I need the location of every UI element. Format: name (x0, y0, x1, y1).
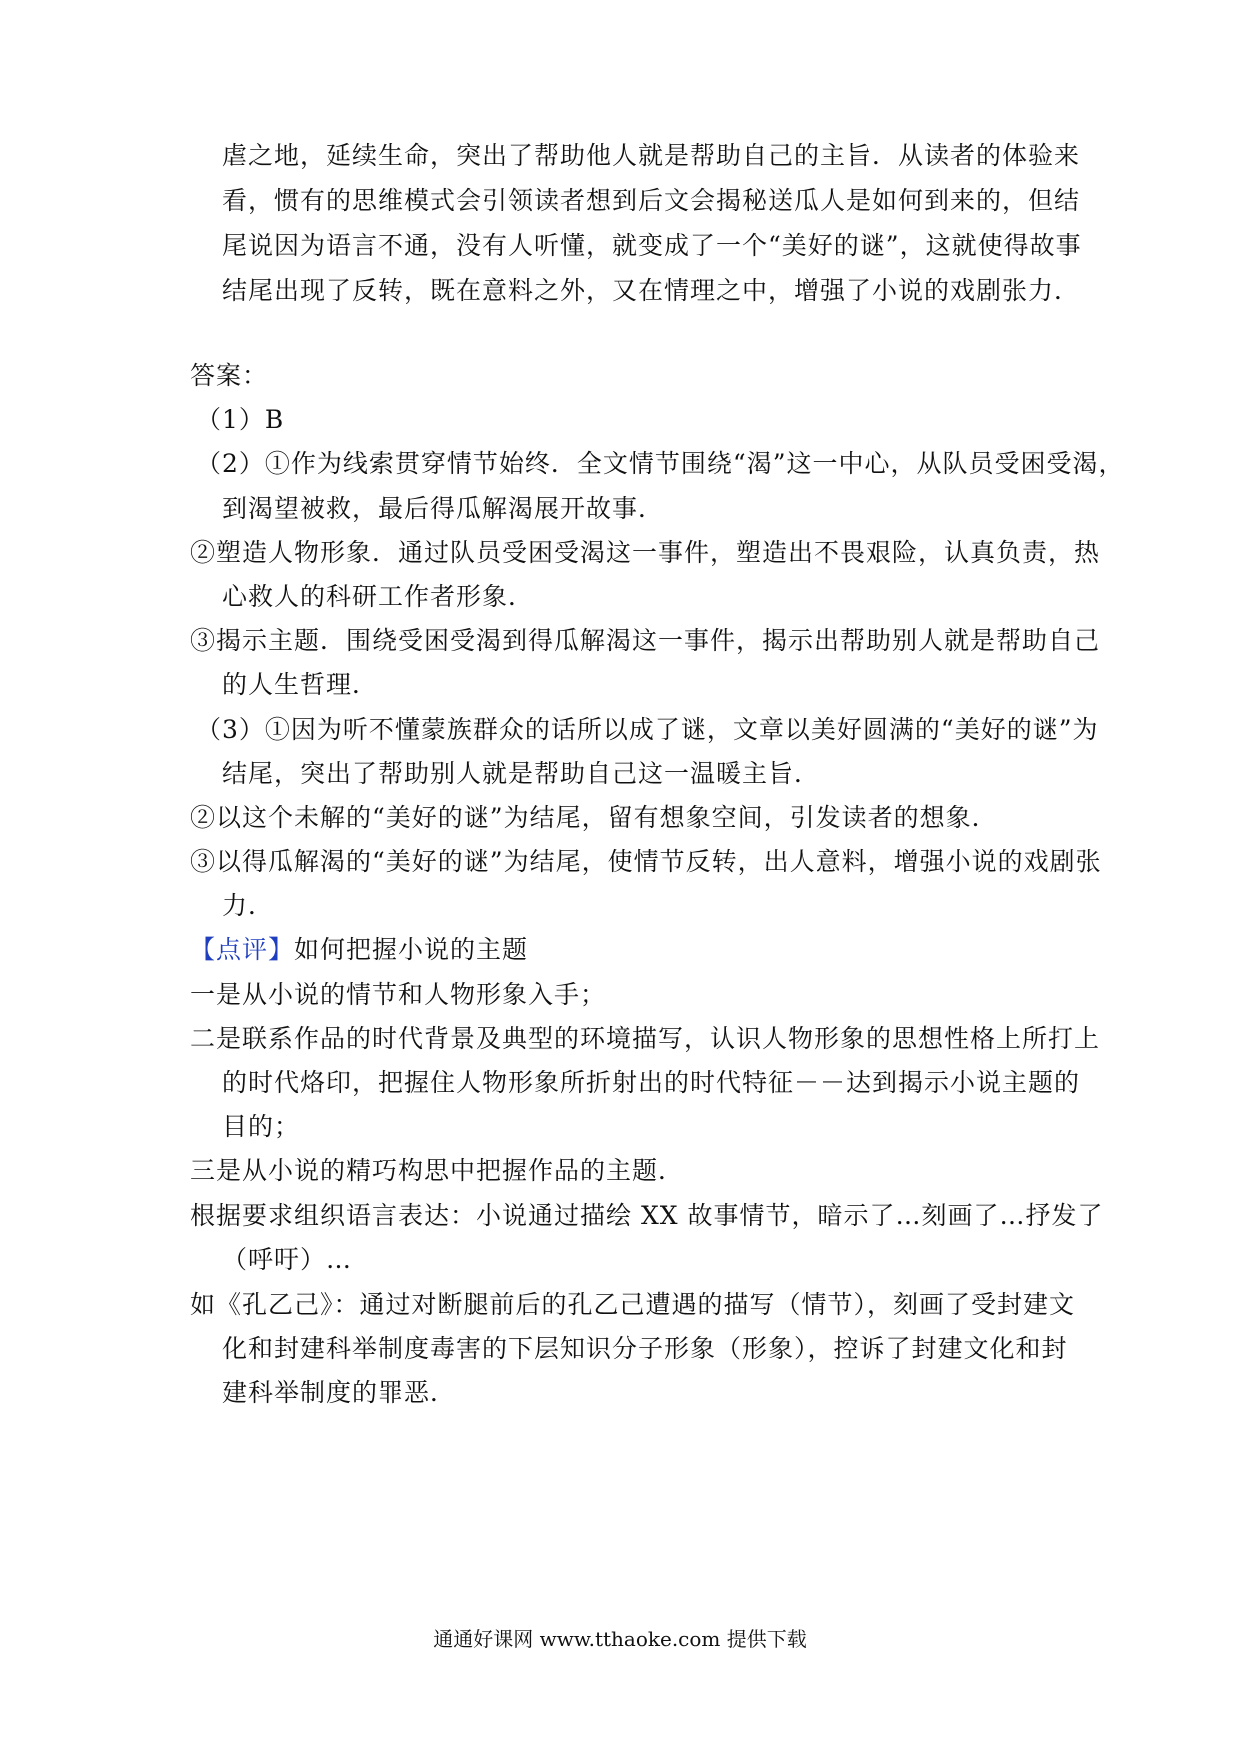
answer-q3-point3-line-2: 力． (222, 891, 275, 920)
answer-q3-line-1: （3）①因为听不懂蒙族群众的话所以成了谜，文章以美好圆满的“美好的谜”为 (196, 715, 1099, 744)
comment-tag: 【点评】 (190, 935, 295, 964)
page-footer: 通通好课网 www.tthaoke.com 提供下载 (433, 1627, 807, 1651)
comment-example-line-1: 如《孔乙己》：通过对断腿前后的孔乙己遭遇的描写（情节），刻画了受封建文 (190, 1290, 1076, 1319)
answer-q2-line-1: （2）①作为线索贯穿情节始终．全文情节围绕“渴”这一中心，从队员受困受渴， (196, 449, 1125, 478)
answer-heading: 答案： (190, 361, 269, 390)
comment-item-2-line-2: 的时代烙印，把握住人物形象所折射出的时代特征－－达到揭示小说主题的 (222, 1068, 1081, 1097)
comment-item-2-line-3: 目的； (222, 1112, 301, 1141)
answer-q2-point2-line-2: 心救人的科研工作者形象． (222, 582, 535, 611)
intro-line-2: 看，惯有的思维模式会引领读者想到后文会揭秘送瓜人是如何到来的，但结 (222, 186, 1081, 215)
comment-item-3: 三是从小说的精巧构思中把握作品的主题． (190, 1156, 685, 1185)
intro-line-4: 结尾出现了反转，既在意料之外，又在情理之中，增强了小说的戏剧张力． (222, 276, 1081, 305)
comment-example-line-2: 化和封建科举制度毒害的下层知识分子形象（形象），控诉了封建文化和封 (222, 1334, 1068, 1363)
intro-line-3: 尾说因为语言不通，没有人听懂，就变成了一个“美好的谜”，这就使得故事 (222, 231, 1082, 260)
answer-q2-point3-line-1: ③揭示主题．围绕受困受渴到得瓜解渴这一事件，揭示出帮助别人就是帮助自己 (190, 626, 1101, 655)
answer-q3-point2: ②以这个未解的“美好的谜”为结尾，留有想象空间，引发读者的想象． (190, 803, 998, 832)
answer-q2-line-2: 到渴望被救，最后得瓜解渴展开故事． (222, 494, 665, 523)
comment-example-line-3: 建科举制度的罪恶． (222, 1378, 457, 1407)
comment-title: 如何把握小说的主题 (294, 935, 529, 964)
comment-heading (190, 933, 528, 967)
comment-item-1: 一是从小说的情节和人物形象入手； (190, 980, 607, 1009)
comment-expression-line-2: （呼吁）… (222, 1245, 353, 1274)
answer-q2-point2-line-1: ②塑造人物形象．通过队员受困受渴这一事件，塑造出不畏艰险，认真负责，热 (190, 538, 1101, 567)
answer-q3-line-2: 结尾，突出了帮助别人就是帮助自己这一温暖主旨． (222, 759, 821, 788)
comment-expression-line-1: 根据要求组织语言表达：小说通过描绘 XX 故事情节，暗示了…刻画了…抒发了 (190, 1201, 1104, 1230)
intro-line-1: 虐之地，延续生命，突出了帮助他人就是帮助自己的主旨．从读者的体验来 (222, 141, 1081, 170)
comment-item-2-line-1: 二是联系作品的时代背景及典型的环境描写，认识人物形象的思想性格上所打上 (190, 1024, 1101, 1053)
answer-q2-point3-line-2: 的人生哲理． (222, 670, 379, 699)
answer-q3-point3-line-1: ③以得瓜解渴的“美好的谜”为结尾，使情节反转，出人意料，增强小说的戏剧张 (190, 847, 1102, 876)
answer-q1: （1）B (196, 405, 285, 434)
